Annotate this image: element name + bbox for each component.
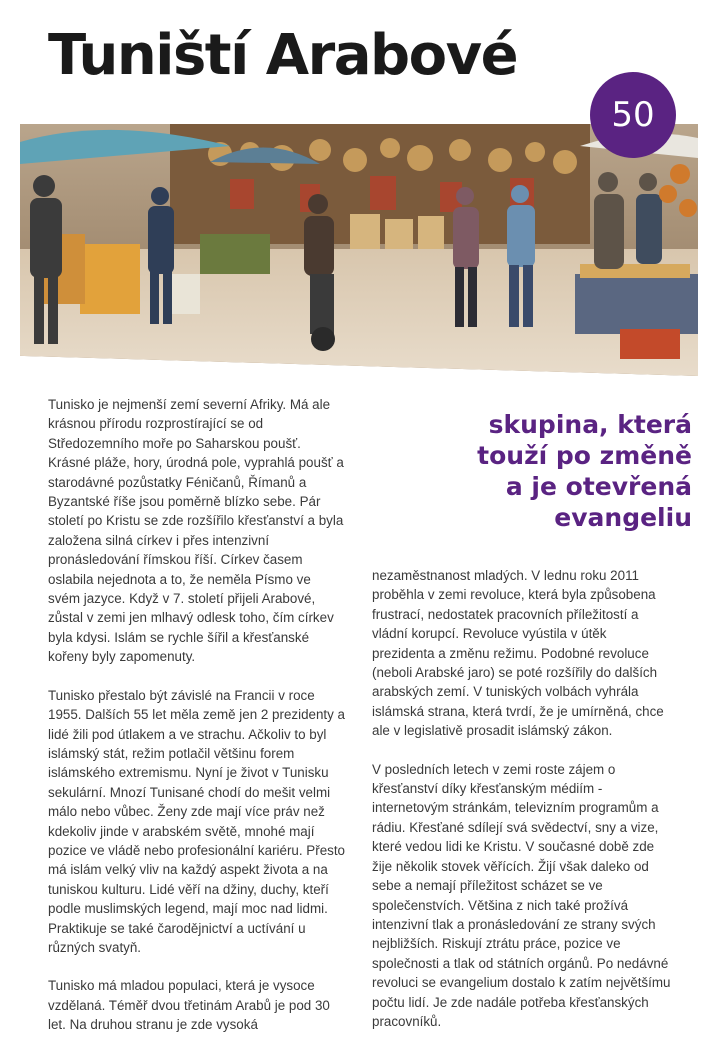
paragraph: Tunisko má mladou populaci, která je vysoce vzdělaná. Téměř dvou třetinám Arabů je pod 30 let. Na druhou stranu je zde vysoká xyxy=(48,978,330,1033)
paragraph: Tunisko je nejmenší zemí severní Afriky. Má ale krásnou přírodu rozprostírající se od Středozemního moře po Saharskou poušť. Krásné pláže, hory, úrodná pole, vyprahlá poušť a starodávné pozůstatky Féničanů, Římanů a Byzantské říše jsou poměrně blízko sebe. Pár století po Kristu se zde rozšířilo křesťanství a byla založena silná církev i přes intenzivní pronásledování římskou říší. Církev časem oslabila nejednota a to, že neměla Písmo ve svém jazyce. Když v 7. století přijeli Arabové, zůstal v zemi jen mlhavý odlesk toho, čím církev byla kdysi. Islám se rychle šířil a křesťanské kořeny byly zapomenuty. xyxy=(48,397,344,665)
pull-quote xyxy=(392,409,692,533)
right-text-column xyxy=(372,566,672,1050)
pull-quote-line: a je otevřená xyxy=(505,472,692,501)
pull-quote-line: touží po změně xyxy=(477,441,692,470)
left-text-column xyxy=(48,395,346,1054)
paragraph: V posledních letech v zemi roste zájem o křesťanství díky křesťanským médiím - internetovým stránkám, televizním programům a rádiu. Křesťané sdílejí svá svědectví, sny a vize, které vedou lidi ke Kristu. V současné době zde žije několik stovek věřících. Žijí však daleko od sebe a nemají příležitost scházet se ve společenstvích. Většina z nich také prožívá intenzivní tlak a pronásledování ze strany svých nejbližších. Riskují ztrátu práce, pozice ve společnosti a tlak od státních orgánů. Po nedávné revoluci se evangelium dostalo k zatím největšímu počtu lidí. Je zde nadále potřeba křesťanských pracovníků. xyxy=(372,761,671,1029)
pull-quote-line: skupina, která xyxy=(488,410,692,439)
market-street-photo-icon xyxy=(20,124,698,376)
page-title: Tuniští Arabové xyxy=(48,23,518,88)
pull-quote-line: evangeliu xyxy=(554,503,692,532)
market-photo xyxy=(20,124,698,376)
paragraph: nezaměstnanost mladých. V lednu roku 2011 proběhla v zemi revoluce, která byla způsobena frustrací, nedostatek pracovních příležitostí a vládní korupcí. Revoluce vyústila v útěk prezidenta a změnu režimu. Podobné revoluce (neboli Arabské jaro) se poté rozšířily do dalších arabských zemí. V tuniských volbách vyhrála islámská strana, která tvrdí, že je umírněná, chce ale v legislativě prosadit islámský zákon. xyxy=(372,568,664,739)
paragraph: Tunisko přestalo být závislé na Francii v roce 1955. Dalších 55 let měla země jen 2 prezidenty a lidé žili pod útlakem a ve strachu. Ačkoliv to byl islámský stát, režim potlačil většinu forem islámského extremismu. Nyní je život v Tunisku sekulární. Mnozí Tunisané chodí do mešit velmi málo nebo vůbec. Ženy zde mají více práv než kdekoliv jinde v arabském světě, mnohé mají pozice ve vládě nebo profesionální kariéru. Přesto má islám velký vliv na každý aspekt života a na tuniskou kulturu. Lidé věří na džiny, duchy, kteří podle muslimských legend, mají moc nad lidmi. Praktikuje se také čarodějnictví a uctívání u různých svatyň. xyxy=(48,687,346,955)
page-number-badge: 50 xyxy=(590,72,676,158)
